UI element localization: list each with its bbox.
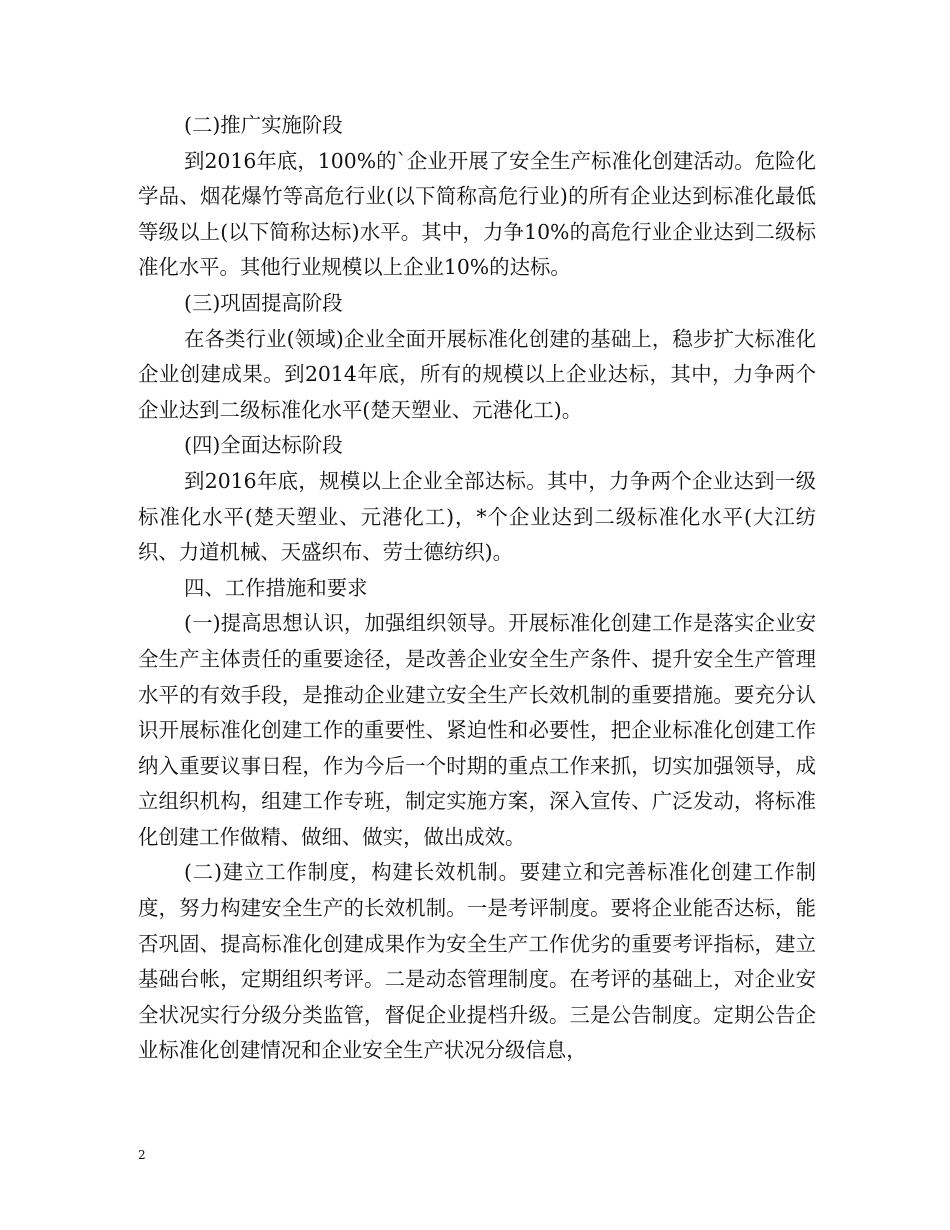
paragraph-measure-two: (二)建立工作制度，构建长效机制。要建立和完善标准化创建工作制度，努力构建安全生产的长效机制。一是考评制度。要将企业能否达标，能否巩固、提高标准化创建成果作为安全生产工作优劣的重要考评指标，建立基础台帐，定期组织考评。二是动态管理制度。在考评的基础上，对企业安全状况实行分级分类监管，督促企业提档升级。三是公告制度。定期公告企业标准化创建情况和企业安全生产状况分级信息，: [138, 860, 816, 1063]
paragraph-measure-one: (一)提高思想认识，加强组织领导。开展标准化创建工作是落实企业安全生产主体责任的重要途径，是改善企业安全生产条件、提升安全生产管理水平的有效手段，是推动企业建立安全生产长效机制的重要措施。要充分认识开展标准化创建工作的重要性、紧迫性和必要性，把企业标准化创建工作纳入重要议事日程，作为今后一个时期的重点工作来抓，切实加强领导，成立组织机构，组建工作专班，制定实施方案，深入宣传、广泛发动，将标准化创建工作做精、做细、做实，做出成效。: [138, 611, 816, 849]
paragraph-consolidation-stage: 在各类行业(领域)企业全面开展标准化创建的基础上，稳步扩大标准化企业创建成果。到2014年底，所有的规模以上企业达标，其中，力争两个企业达到二级标准化水平(楚天塑业、元港化工)。: [138, 326, 816, 422]
page-number: 2: [138, 1148, 146, 1162]
document-body: [138, 108, 816, 1069]
heading-promotion-stage: (二)推广实施阶段: [184, 113, 343, 137]
heading-consolidation-stage: (三)巩固提高阶段: [184, 290, 343, 315]
heading-full-compliance-stage: (四)全面达标阶段: [184, 433, 343, 458]
paragraph-promotion-stage: 到2016年底，100%的`企业开展了安全生产标准化创建活动。危险化学品、烟花爆竹等高危行业(以下简称高危行业)的所有企业达到标准化最低等级以上(以下简称达标)水平。其中，力争10%的高危行业企业达到二级标准化水平。其他行业规模以上企业10%的达标。: [138, 148, 816, 280]
heading-work-measures: 四、工作措施和要求: [184, 575, 368, 600]
paragraph-full-compliance-stage: 到2016年底，规模以上企业全部达标。其中，力争两个企业达到一级标准化水平(楚天塑业、元港化工)，*个企业达到二级标准化水平(大江纺织、力道机械、天盛织布、劳士德纺织)。: [138, 468, 816, 565]
